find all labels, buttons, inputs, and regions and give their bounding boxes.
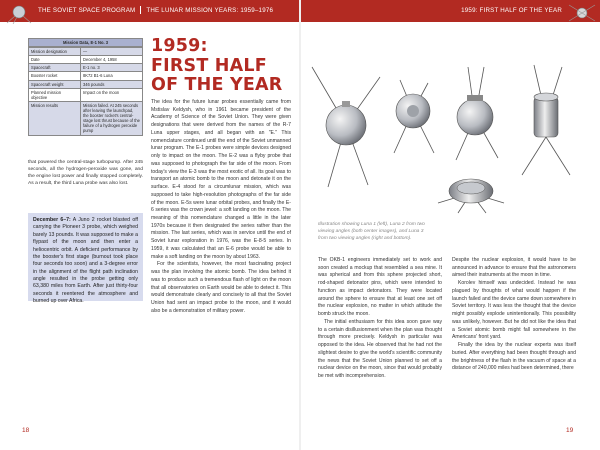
body-paragraph: The OKB-1 engineers immediately set to work and soon created a mockup that resembled a sea mine. It was spherical and from this sphere projected short, rod-shaped detonator pins, which were intended to function as impact detonators. They were located around the sphere to ensure that at least one set off the nuclear explosion, no matter in which attitude the bomb struck the moon. [318,257,442,318]
body-paragraph: For the scientists, however, the most fascinating project was the plan involving the atomic bomb. The idea behind it was to produce such a tremendous flash of light on the moon that all observatories on Earth would be able to detect it. This would demonstrate clearly and concisely to all that the Soviet Union had sent an impact probe to the moon, and it would also be a demonstration of military power. [151,261,291,314]
body-column [151,99,291,316]
title-line: FIRST HALF [151,55,267,76]
book-title: THE SOVIET SPACE PROGRAM [38,7,136,14]
table-row [29,56,143,64]
sidebar-date: December 6–7: [33,217,71,223]
row-label: Spacecraft [29,64,81,72]
table-row [29,101,143,135]
row-label: Mission designation [29,48,81,56]
row-value: — [81,48,143,56]
body-paragraph: Despite the nuclear explosion, it would have to be announced in advance to ensure that the astronomers aimed their instruments at the moon in time. [452,257,576,279]
body-paragraph: Korolev himself was undecided. Instead he was plagued by thoughts of what would happen if the launch failed and the device came down somewhere in Soviet territory. It was less the thought that the device might possibly explode unintentionally. This possibility was unlikely, however. But he did not like the idea that a Soviet atomic bomb might fall somewhere in the Americans' front yard. [452,280,576,341]
page-number-right: 19 [566,427,574,434]
row-label: Booster rocket [29,72,81,80]
sidebar-box [28,213,143,305]
luna-3-probe [522,65,570,175]
luna-probes-illustration [308,25,578,215]
continued-text: that powered the central-stage turbopump. After 245 seconds, all the hydrogen-peroxide was gone, and the engine lost power and finally stopped completely. As a result, the third Luna probe was also lost. [28,160,143,186]
row-value: 8K72 B1-6 Luna [81,72,143,80]
body-paragraph: The initial enthusiasm for this idea soon gave way to a certain disillusionment when the plan was thought through more precisely. Keldysh in particular was opposed to the idea. He observed that he had not the slightest desire to give the world's scientific community the news that the Soviet Union planned to set off a nuclear device on the moon, since that would probably be met with incomprehension. [318,318,442,380]
page-gutter [299,0,301,450]
table-row [29,72,143,80]
body-paragraph: The idea for the future lunar probes essentially came from Mstislav Keldysh, who in 1961 became president of the Academy of Science of the Soviet Union. They were given designations that were derived from the names of the R-7 Luna upper stages, and all began with an "E." This nomenclature continued until the end of the Soviet unmanned lunar program. The E-1 probes were simple devices designed only to impact on the moon. The E-2 was a flyby probe that was supposed to photograph the far side of the moon. From today's view the E-3 was the most exotic of all. Its goal was to transport an atomic bomb to the moon and detonate it on the surface. E-4 stood for a circumlunar mission, which was supposed to take high-resolution photographs of the far side of the moon. E-5s were lunar orbital probes, and finally the E-6 series was the crown jewel: a soft landing on the moon. The meaning of this nomenclature changed a little in the later 1970s because it then designated the series rather than the mission. The last series, which was in service until the end of Soviet lunar exploration in 1976, was the E-8-5 series. In 1959, it was calculated that an E-6 probe would be able to make a soft landing on the moon by about 1963. [151,99,291,260]
body-column-3 [318,257,442,381]
table-row [29,48,143,56]
row-value: 346 pounds [81,80,143,88]
table-title: Mission Data, E-1 No. 3 [28,38,143,47]
body-column-4 [452,257,576,373]
table-row [29,80,143,88]
title-line: OF THE YEAR [151,75,283,96]
section-title: 1959: FIRST HALF OF THE YEAR [461,7,562,14]
body-paragraph: Finally the idea by the nuclear experts was itself buried. After everything had been thought through and the brightness of the flash in the vacuum of space at a distance of 240,000 miles had been determined, there [452,342,576,372]
luna-1-probe [312,67,380,187]
luna-2-probe [394,80,434,153]
row-label: Mission results [29,101,81,135]
luna-2-probe-side [456,67,498,160]
row-label: Date [29,56,81,64]
row-value: Mission failed. At 245 seconds after leaving the launchpad, the booster rocket's central-stage lost thrust because of the failure of a hydrogen peroxide pump [81,101,143,135]
page-number-left: 18 [22,427,30,434]
header-separator [140,6,141,14]
table-row [29,64,143,72]
sidebar-text: A Juno 2 rocket blasted off carrying the Pioneer 3 probe, which weighed barely 13 pounds. It was supposed to make a flypast of the moon and then enter a heliocentric orbit. A deficient performance by the booster's first stage (burnout took place four seconds too soon) and a 3-degree error in the alignment of the flight path inclination angle resulted in the probe getting only 63,380 miles from Earth. After just thirty-four seconds it reentered the atmosphere and burned up over Africa. [33,217,138,305]
row-label: Planned mission objective [29,88,81,101]
chapter-title: THE LUNAR MISSION YEARS: 1959–1976 [146,7,274,14]
row-value: December 4, 1958 [81,56,143,64]
mission-data-table [28,38,143,136]
running-header-right [300,0,600,22]
title-line: 1959: [151,36,208,56]
row-value: E-1 no. 3 [81,64,143,72]
satellite-icon [567,2,597,24]
running-header-left [0,0,300,22]
page-title [151,37,291,96]
luna-3-probe-bottom [438,179,504,213]
row-label: Spacecraft weight [29,80,81,88]
illustration-caption: Illustration showing Luna 1 (left), Luna 2 from two viewing angles (both center images), and Luna 3 from two viewing angles (right and bottom). [318,222,425,241]
sputnik-icon [5,2,33,24]
row-value: Impact on the moon [81,88,143,101]
table-row [29,88,143,101]
